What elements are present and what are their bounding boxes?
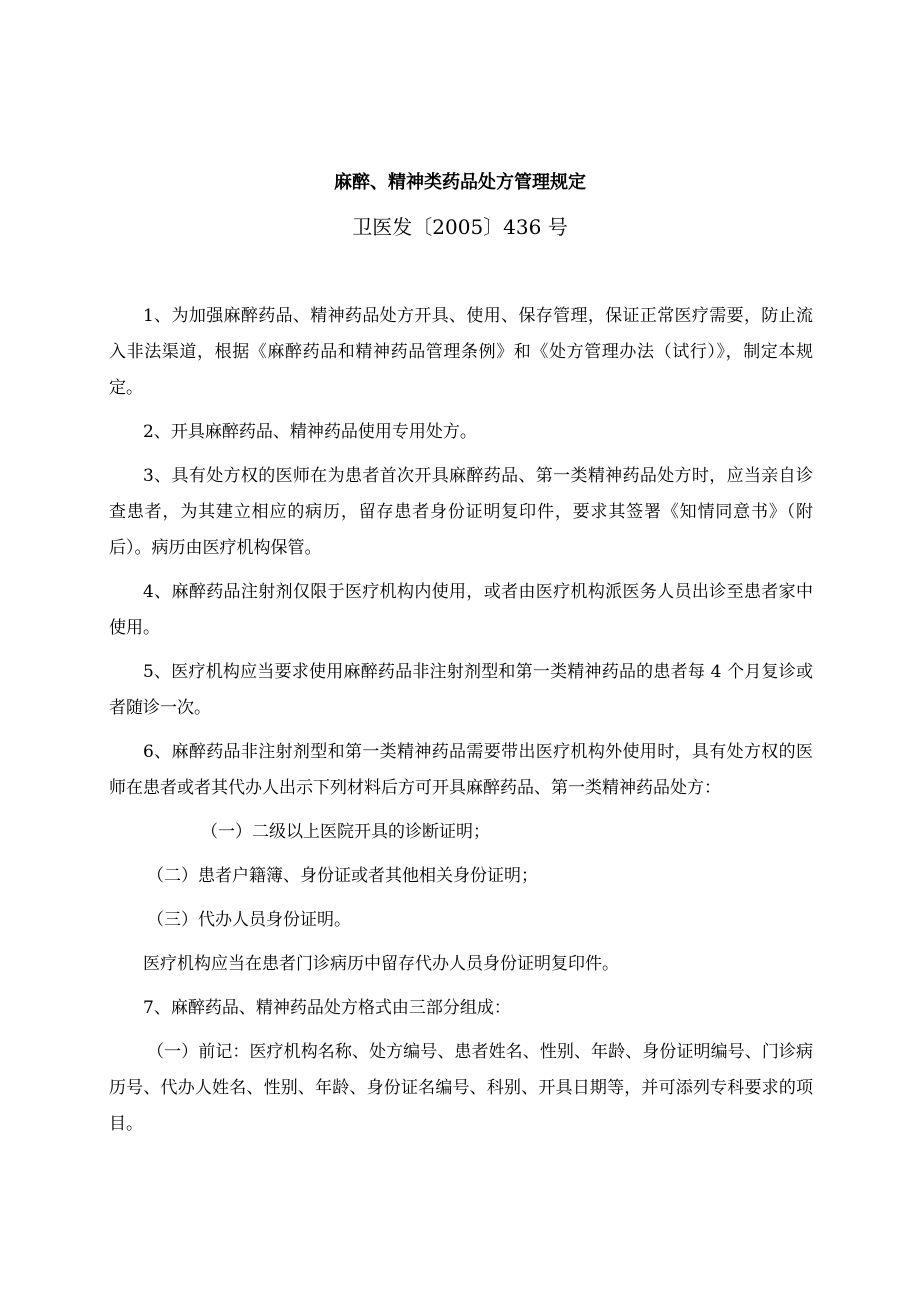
paragraph-6-item-3: （三）代办人员身份证明。 (147, 910, 351, 930)
paragraph-7-item-1: （一）前记：医疗机构名称、处方编号、患者姓名、性别、年龄、身份证明编号、门诊病历号、代办人姓名、性别、年龄、身份证名编号、科别、开具日期等，并可添列专科要求的项目。 (109, 1042, 813, 1134)
paragraph-4: 4、麻醉药品注射剂仅限于医疗机构内使用，或者由医疗机构派医务人员出诊至患者家中使用。 (109, 582, 813, 638)
paragraph-5: 5、医疗机构应当要求使用麻醉药品非注射剂型和第一类精神药品的患者每 4 个月复诊或者随诊一次。 (109, 662, 813, 718)
paragraph-6-item-1: （一）二级以上医院开具的诊断证明； (201, 822, 490, 842)
paragraph-6-item-2: （二）患者户籍簿、身份证或者其他相关身份证明； (147, 866, 538, 886)
paragraph-6-note: 医疗机构应当在患者门诊病历中留存代办人员身份证明复印件。 (143, 954, 619, 974)
paragraph-3: 3、具有处方权的医师在为患者首次开具麻醉药品、第一类精神药品处方时，应当亲自诊查患者，为其建立相应的病历，留存患者身份证明复印件，要求其签署《知情同意书》（附后）。病历由医疗机构保管。 (109, 466, 813, 558)
paragraph-7: 7、麻醉药品、精神药品处方格式由三部分组成： (143, 998, 511, 1018)
document-body (109, 298, 813, 1150)
document-title: 麻醉、精神类药品处方管理规定 (334, 172, 586, 193)
paragraph-1: 1、为加强麻醉药品、精神药品处方开具、使用、保存管理，保证正常医疗需要，防止流入非法渠道，根据《麻醉药品和精神药品管理条例》和《处方管理办法（试行）》，制定本规定。 (109, 306, 813, 398)
document-number: 卫医发〔2005〕436 号 (352, 215, 568, 239)
paragraph-6: 6、麻醉药品非注射剂型和第一类精神药品需要带出医疗机构外使用时，具有处方权的医师在患者或者其代办人出示下列材料后方可开具麻醉药品、第一类精神药品处方： (109, 742, 813, 798)
paragraph-2: 2、开具麻醉药品、精神药品使用专用处方。 (143, 422, 477, 442)
